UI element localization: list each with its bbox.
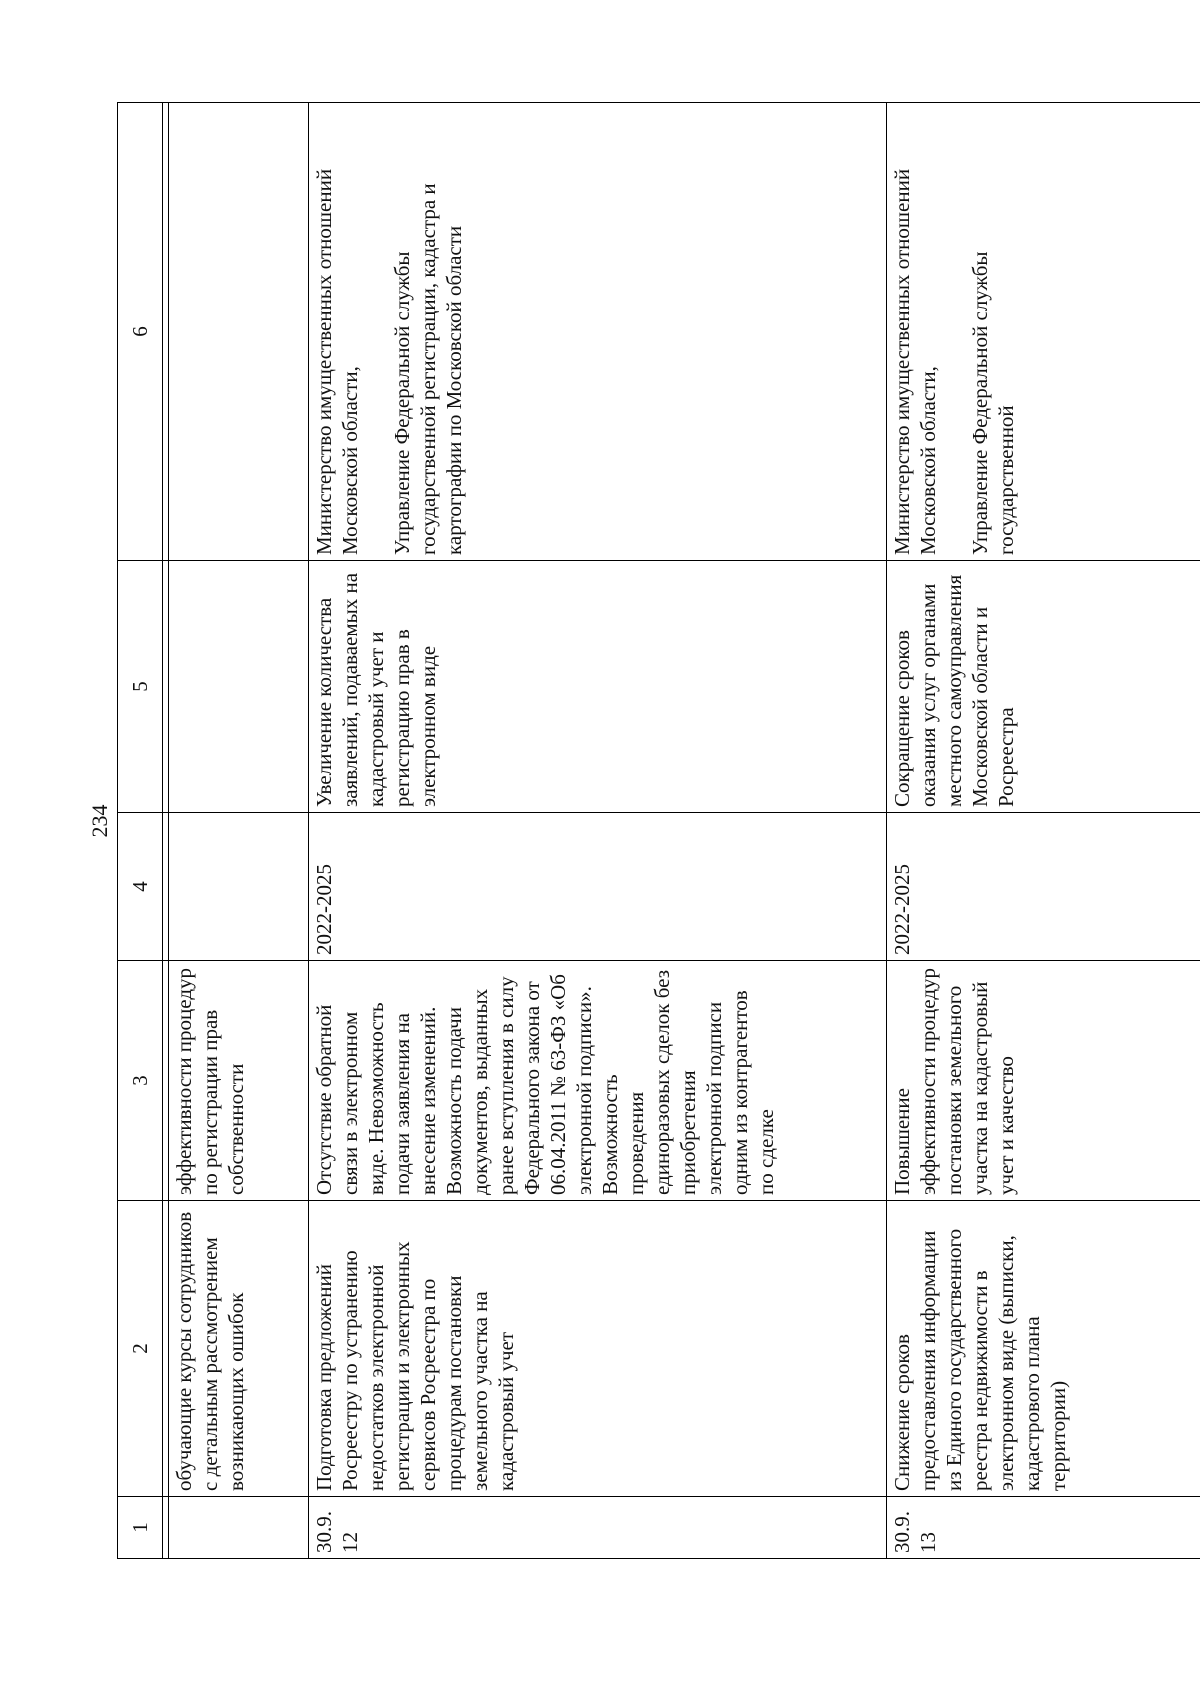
table-row <box>887 103 1200 1559</box>
measure-cell: обучающие курсы сотрудников с детальным рассмотрением возникающих ошибок <box>169 1201 309 1497</box>
page-number: 234 <box>87 804 112 838</box>
executor-rosreestr: Управление Федеральной службы государственной регистрации, кадастра и картографии по Московской области <box>390 183 466 555</box>
period-cell: 2022-2025 <box>309 813 887 961</box>
executor-cell <box>887 103 1200 561</box>
result-cell: Увеличение количества заявлений, подаваемых на кадастровый учет и регистрацию прав в электронном виде <box>309 561 887 813</box>
problem-cell: Повышение эффективности процедур постановки земельного участка на кадастровый учет и качество <box>887 961 1200 1201</box>
header-row <box>118 103 163 1559</box>
executor-cell <box>309 103 887 561</box>
row-number: 30.9.13 <box>887 1497 1200 1559</box>
measure-cell: Подготовка предложений Росреестру по устранению недостатков электронной регистрации и электронных сервисов Росреестра по процедурам постановки земельного участка на кадастровый учет <box>309 1201 887 1497</box>
table-row <box>309 103 887 1559</box>
executor-rosreestr: Управление Федеральной службы государственной <box>968 251 1018 555</box>
header-cell: 3 <box>118 961 163 1201</box>
period-cell <box>169 813 309 961</box>
measure-cell: Снижение сроков предоставления информации из Единого государственного реестра недвижимости в электронном виде (выписки, кадастрового плана территории) <box>887 1201 1200 1497</box>
executor-ministry: Министерство имущественных отношений Московской области, <box>890 168 940 555</box>
measures-table <box>117 102 1200 1559</box>
problem-cell: эффективности процедур по регистрации прав собственности <box>169 961 309 1201</box>
header-cell: 6 <box>118 103 163 561</box>
header-cell: 1 <box>118 1497 163 1559</box>
executor-ministry: Министерство имущественных отношений Московской области, <box>312 168 362 555</box>
rotated-table-container <box>117 103 1200 1559</box>
header-cell: 5 <box>118 561 163 813</box>
result-cell: Сокращение сроков оказания услуг органами местного самоуправления Московской области и Росреестра <box>887 561 1200 813</box>
header-cell: 4 <box>118 813 163 961</box>
period-cell: 2022-2025 <box>887 813 1200 961</box>
table-row <box>169 103 309 1559</box>
problem-cell: Отсутствие обратной связи в электронном виде. Невозможность подачи заявления на внесение изменений. Возможность подачи документов, выданных ранее вступления в силу Федерального закона от 06.04.2011 № 63-ФЗ «Об электронной подписи». Возможность проведения единоразовых сделок без приобретения электронной подписи одним из контрагентов по сделке <box>309 961 887 1201</box>
result-cell <box>169 561 309 813</box>
row-number <box>169 1497 309 1559</box>
row-number: 30.9.12 <box>309 1497 887 1559</box>
header-cell: 2 <box>118 1201 163 1497</box>
executor-cell <box>169 103 309 561</box>
